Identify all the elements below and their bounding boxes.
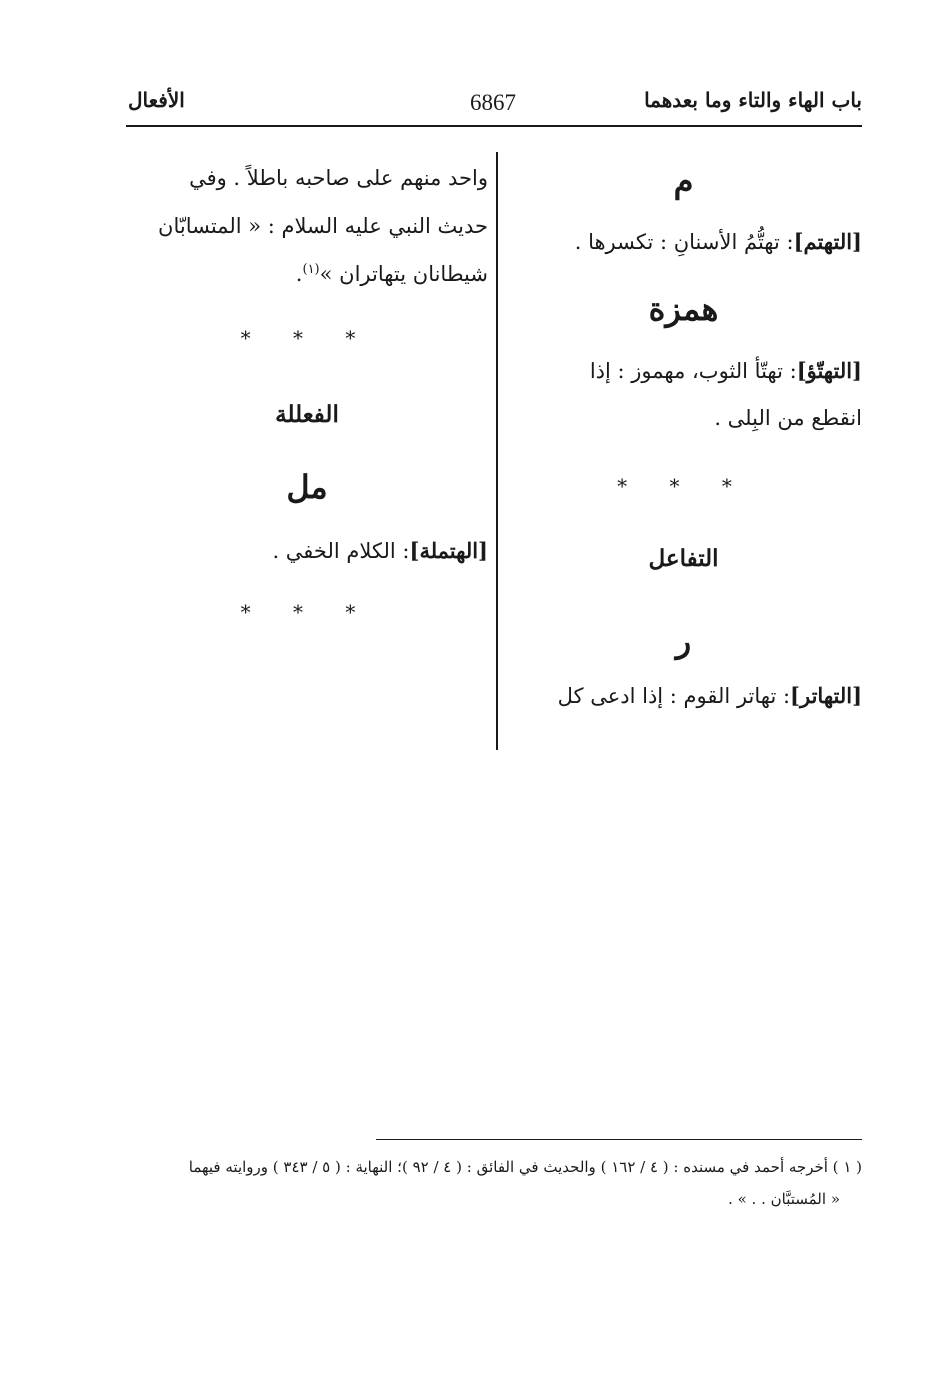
entry-definition: : تهتُّمُ الأسنانِ : تكسرها . <box>574 230 794 254</box>
entry-definition: : تهتّأ الثوب، مهموز : إذا <box>589 359 797 383</box>
entry-term: [التهتم] <box>793 229 862 254</box>
letter-heading-ra: ر <box>675 622 692 660</box>
entry-term: [الهتملة] <box>409 538 488 563</box>
entry-term: [التهاتر] <box>790 683 862 708</box>
continued-text-line-2: حديث النبي عليه السلام : « المتسابّان <box>158 214 488 238</box>
header-rule <box>126 125 862 127</box>
separator-stars: * * * <box>240 326 374 350</box>
separator-stars: * * * <box>617 474 750 498</box>
footnote-line-1: ( ١ ) أخرجه أحمد في مسنده : ( ٤ / ١٦٢ ) والحديث في الفائق : ( ٤ / ٩٢ )؛ النهاية : ( ٥ / ٣٤٣ ) وروايته فيهما <box>188 1158 862 1176</box>
entry-hatmala <box>126 538 488 563</box>
section-heading-faalala: الفعللة <box>275 401 339 428</box>
page-number: 6867 <box>470 90 516 115</box>
entry-definition: : تهاتر القوم : إذا ادعى كل <box>557 684 791 708</box>
entry-tahattu-continued: انقطع من البِلى . <box>714 406 862 430</box>
line-end: . <box>295 262 303 286</box>
letter-heading-hamza: همزة <box>648 290 719 328</box>
footnote-line-2: « المُستبَّان . . » . <box>728 1190 840 1208</box>
column-divider <box>496 152 498 750</box>
continued-text-line-1: واحد منهم على صاحبه باطلاً . وفي <box>189 166 488 190</box>
footnote-rule <box>376 1139 862 1140</box>
separator-stars: * * * <box>240 600 374 624</box>
header-section-title: الأفعال <box>128 88 185 112</box>
letter-heading-mim: م <box>673 162 694 200</box>
entry-tahattu <box>505 358 862 383</box>
footnote-reference: (١) <box>302 262 320 277</box>
hadith-text: شيطانان يتهاتران » <box>319 262 488 286</box>
letter-heading-ml: مل <box>286 468 328 506</box>
entry-tahattum <box>505 229 862 254</box>
section-heading-tafaul: التفاعل <box>648 545 719 572</box>
entry-term: [التهتّؤ] <box>796 358 862 383</box>
header-chapter-title: باب الهاء والتاء وما بعدهما <box>644 88 862 112</box>
entry-definition: : الكلام الخفي . <box>272 539 410 563</box>
continued-text-line-3 <box>126 262 488 286</box>
entry-tahatur <box>505 683 862 708</box>
